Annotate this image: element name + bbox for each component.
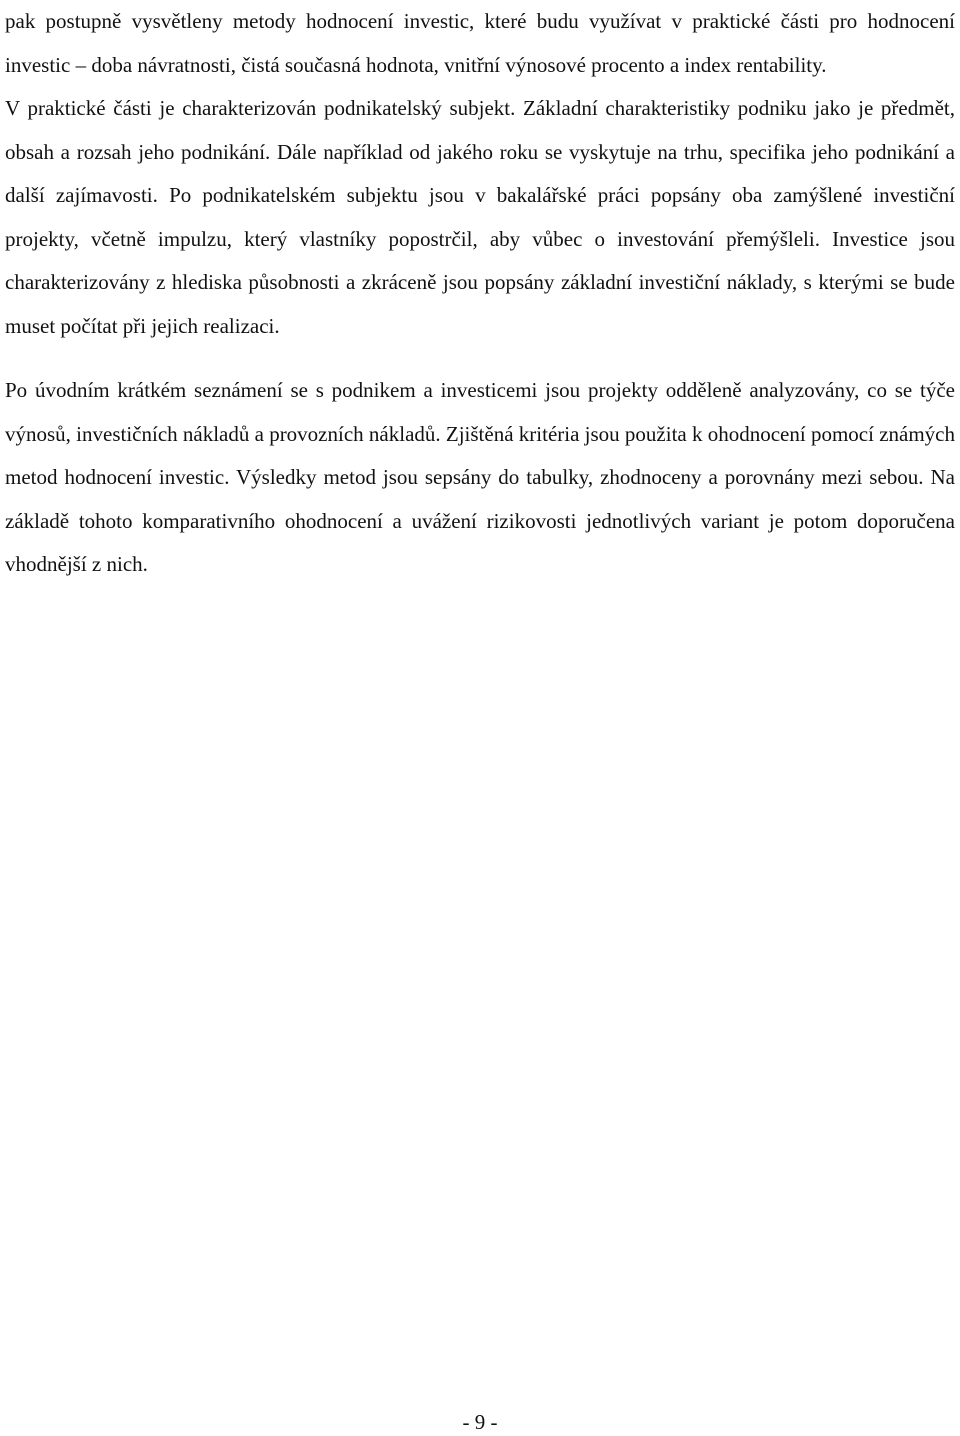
paragraph-evaluation: Po úvodním krátkém seznámení se s podnikem a investicemi jsou projekty odděleně analyzovány, co se týče výnosů, investičních nákladů a provozních nákladů. Zjištěná kritéria jsou použita k ohodnocení pomocí známých metod hodnocení investic. Výsledky metod jsou sepsány do tabulky, zhodnoceny a porovnány mezi sebou. Na základě tohoto komparativního ohodnocení a uvážení rizikovosti jednotlivých variant je potom doporučena vhodnější z nich. bbox=[5, 378, 955, 576]
paragraph-spacer bbox=[5, 348, 955, 369]
page-number: - 9 - bbox=[462, 1410, 498, 1434]
body-text bbox=[5, 0, 955, 587]
paragraph-practical-part: V praktické části je charakterizován podnikatelský subjekt. Základní charakteristiky podniku jako je předmět, obsah a rozsah jeho podnikání. Dále například od jakého roku se vyskytuje na trhu, specifika jeho podnikání a další zajímavosti. Po podnikatelském subjektu jsou v bakalářské práci popsány oba zamýšlené investiční projekty, včetně impulzu, který vlastníky popostrčil, aby vůbec o investování přemýšleli. Investice jsou charakterizovány z hlediska působnosti a zkráceně jsou popsány základní investiční náklady, s kterými se bude muset počítat při jejich realizaci. bbox=[5, 96, 955, 338]
paragraph-continuation: pak postupně vysvětleny metody hodnocení investic, které budu využívat v praktické části pro hodnocení investic – doba návratnosti, čistá současná hodnota, vnitřní výnosové procento a index rentability. bbox=[5, 9, 955, 77]
